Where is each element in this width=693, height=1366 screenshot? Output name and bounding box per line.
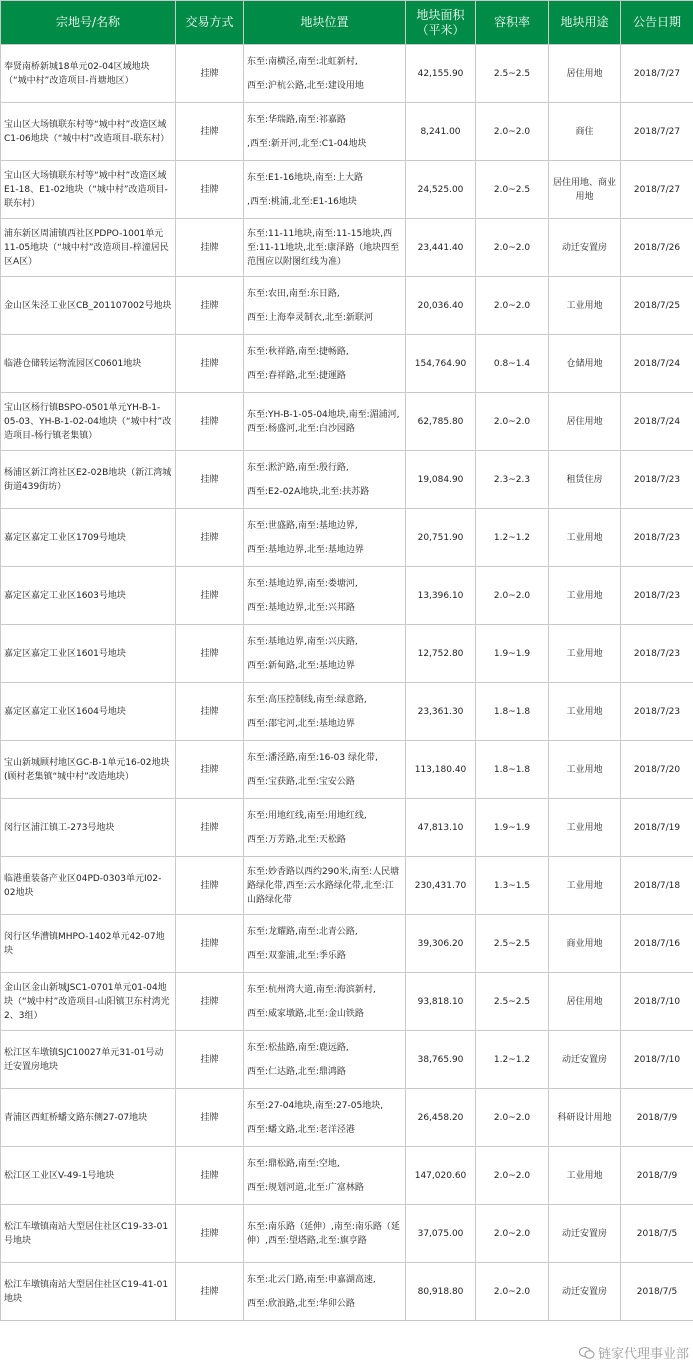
cell-area: 113,180.40 [406, 741, 476, 799]
cell-location [244, 509, 406, 567]
location-line-1: 东至:华瑞路,南至:祁嘉路 [247, 114, 346, 125]
location-line-1: 东至:秋祥路,南至:捷畅路, [247, 346, 349, 357]
table-row [1, 799, 693, 857]
cell-date: 2018/7/24 [621, 335, 693, 393]
table-row [1, 451, 693, 509]
location-line-1: 东至:潘泾路,南至:16-03 绿化带, [247, 752, 378, 763]
cell-name: 松江区车墩镇SJC10027单元31-01号动迁安置房地块 [1, 1031, 176, 1089]
location-line-2: 西至:万芳路,北至:天松路 [247, 834, 346, 845]
cell-use: 仓储用地 [549, 335, 621, 393]
location-line-1: 东至:高压控制线,南至:绿意路, [247, 694, 367, 705]
cell-far: 2.3~2.3 [476, 451, 549, 509]
table-row [1, 103, 693, 161]
cell-area: 19,084.90 [406, 451, 476, 509]
table-row [1, 1089, 693, 1147]
cell-far: 2.5~2.5 [476, 45, 549, 103]
cell-location [244, 335, 406, 393]
location-line-2: 西至:基地边界,北至:基地边界 [247, 544, 364, 555]
cell-far: 1.8~1.8 [476, 683, 549, 741]
cell-mode: 挂牌 [176, 1205, 244, 1263]
cell-mode: 挂牌 [176, 567, 244, 625]
cell-area: 23,361.30 [406, 683, 476, 741]
cell-area: 62,785.80 [406, 393, 476, 451]
location-line-1: 东至:南乐路（延伸）,南至:南乐路（延伸）,西至:望塔路,北至:旗亨路 [247, 1221, 400, 1246]
cell-area: 24,525.00 [406, 161, 476, 219]
cell-location [244, 1205, 406, 1263]
cell-use: 工业用地 [549, 625, 621, 683]
cell-mode: 挂牌 [176, 973, 244, 1031]
cell-use: 工业用地 [549, 277, 621, 335]
cell-mode: 挂牌 [176, 915, 244, 973]
table-row [1, 1147, 693, 1205]
cell-location [244, 161, 406, 219]
cell-date: 2018/7/24 [621, 393, 693, 451]
cell-name: 宝山区大场镇联东村等“城中村”改造区域E1-18、E1-02地块（“城中村”改造项目-联东村） [1, 161, 176, 219]
col-header-date: 公告日期 [621, 1, 693, 45]
location-line-2: 西至:宝获路,北至:宝安公路 [247, 776, 355, 787]
cell-date: 2018/7/10 [621, 1031, 693, 1089]
cell-location [244, 393, 406, 451]
cell-location [244, 1089, 406, 1147]
cell-location [244, 973, 406, 1031]
cell-area: 230,431.70 [406, 857, 476, 915]
col-header-far: 容积率 [476, 1, 549, 45]
cell-name: 嘉定区嘉定工业区1601号地块 [1, 625, 176, 683]
watermark [577, 1343, 691, 1362]
location-line-2: 西至:新甸路,北至:基地边界 [247, 660, 355, 671]
cell-area: 38,765.90 [406, 1031, 476, 1089]
table-row [1, 509, 693, 567]
cell-mode: 挂牌 [176, 393, 244, 451]
location-line-1: 东至:11-11地块,南至:11-15地块,西至:11-11地块,北至:康泽路（地块四至范围应以附图红线为准） [247, 228, 400, 267]
location-line-1: 东至:龙耀路,南至:北青公路, [247, 926, 358, 937]
cell-date: 2018/7/26 [621, 219, 693, 277]
cell-location [244, 799, 406, 857]
cell-date: 2018/7/23 [621, 451, 693, 509]
cell-date: 2018/7/23 [621, 509, 693, 567]
cell-mode: 挂牌 [176, 799, 244, 857]
location-line-2: 西至:邵宅河,北至:基地边界 [247, 718, 355, 729]
location-line-2: 西至:威家墩路,北至:金山铁路 [247, 1008, 364, 1019]
cell-area: 93,818.10 [406, 973, 476, 1031]
cell-use: 工业用地 [549, 683, 621, 741]
location-line-1: 东至:南横泾,南至:北虹新村, [247, 56, 358, 67]
cell-use: 工业用地 [549, 567, 621, 625]
cell-far: 1.2~1.2 [476, 1031, 549, 1089]
cell-date: 2018/7/18 [621, 857, 693, 915]
location-line-1: 东至:E1-16地块,南至:上大路 [247, 172, 364, 183]
cell-area: 8,241.00 [406, 103, 476, 161]
cell-use: 动迁安置房 [549, 219, 621, 277]
location-line-1: 东至:北云门路,南至:申嘉湖高速, [247, 1274, 376, 1285]
location-line-1: 东至:基地边界,南至:兴庆路, [247, 636, 358, 647]
cell-far: 2.0~2.0 [476, 1205, 549, 1263]
col-header-area: 地块面积（平米） [406, 1, 476, 45]
cell-mode: 挂牌 [176, 277, 244, 335]
cell-far: 2.0~2.0 [476, 567, 549, 625]
cell-mode: 挂牌 [176, 1147, 244, 1205]
table-row [1, 567, 693, 625]
cell-mode: 挂牌 [176, 1263, 244, 1321]
cell-date: 2018/7/23 [621, 625, 693, 683]
cell-far: 2.0~2.0 [476, 1147, 549, 1205]
cell-far: 1.8~1.8 [476, 741, 549, 799]
location-line-1: 东至:27-04地块,南至:27-05地块, [247, 1100, 384, 1111]
cell-far: 2.0~2.0 [476, 1089, 549, 1147]
table-row [1, 915, 693, 973]
cell-far: 2.0~2.0 [476, 219, 549, 277]
cell-name: 金山区朱泾工业区CB_201107002号地块 [1, 277, 176, 335]
cell-area: 23,441.40 [406, 219, 476, 277]
location-line-2: 西至:春祥路,北至:捷運路 [247, 370, 346, 381]
cell-mode: 挂牌 [176, 103, 244, 161]
cell-far: 1.2~1.2 [476, 509, 549, 567]
table-row [1, 277, 693, 335]
cell-use: 租赁住房 [549, 451, 621, 509]
watermark-text: 链家代理事业部 [597, 1347, 689, 1362]
cell-name: 嘉定区嘉定工业区1709号地块 [1, 509, 176, 567]
cell-use: 居住用地 [549, 45, 621, 103]
location-line-1: 东至:YH-B-1-05-04地块,南至:湄浦河, [247, 409, 400, 420]
cell-mode: 挂牌 [176, 451, 244, 509]
location-line-2: ,西至:桃浦,北至:E1-16地块 [247, 196, 357, 207]
cell-date: 2018/7/25 [621, 277, 693, 335]
cell-far: 2.0~2.0 [476, 1263, 549, 1321]
cell-name: 松江车墩镇南站大型居住社区C19-33-01号地块 [1, 1205, 176, 1263]
table-body [1, 45, 693, 1321]
cell-name: 嘉定区嘉定工业区1603号地块 [1, 567, 176, 625]
cell-name: 奉贤南桥新城18单元02-04区域地块（“城中村”改造项目-肖塘地区） [1, 45, 176, 103]
cell-location [244, 219, 406, 277]
cell-name: 嘉定区嘉定工业区1604号地块 [1, 683, 176, 741]
cell-mode: 挂牌 [176, 741, 244, 799]
cell-mode: 挂牌 [176, 335, 244, 393]
cell-date: 2018/7/23 [621, 683, 693, 741]
cell-use: 工业用地 [549, 1147, 621, 1205]
col-header-location: 地块位置 [244, 1, 406, 45]
cell-use: 工业用地 [549, 857, 621, 915]
location-line-1: 东至:基地边界,南至:娄塘河, [247, 578, 358, 589]
cell-name: 青浦区西虹桥蟠文路东侧27-07地块 [1, 1089, 176, 1147]
cell-far: 2.0~2.0 [476, 103, 549, 161]
cell-name: 松江车墩镇南站大型居住社区C19-41-01地块 [1, 1263, 176, 1321]
cell-name: 临港重装备产业区04PD-0303单元I02-02地块 [1, 857, 176, 915]
cell-area: 147,020.60 [406, 1147, 476, 1205]
cell-mode: 挂牌 [176, 45, 244, 103]
wechat-icon [579, 1346, 595, 1360]
cell-mode: 挂牌 [176, 1089, 244, 1147]
cell-use: 商业用地 [549, 915, 621, 973]
cell-date: 2018/7/9 [621, 1089, 693, 1147]
cell-use: 工业用地 [549, 509, 621, 567]
cell-name: 闵行区华漕镇MHPO-1402单元42-07地块 [1, 915, 176, 973]
location-line-2: 西至:仁达路,北至:鼎鸿路 [247, 1066, 346, 1077]
col-header-use: 地块用途 [549, 1, 621, 45]
table-row [1, 1205, 693, 1263]
cell-area: 154,764.90 [406, 335, 476, 393]
cell-date: 2018/7/9 [621, 1147, 693, 1205]
cell-location [244, 567, 406, 625]
cell-date: 2018/7/10 [621, 973, 693, 1031]
cell-mode: 挂牌 [176, 161, 244, 219]
location-line-2: 西至:双銮浦,北至:季乐路 [247, 950, 346, 961]
cell-use: 动迁安置房 [549, 1205, 621, 1263]
table-row [1, 219, 693, 277]
cell-use: 工业用地 [549, 799, 621, 857]
cell-far: 2.0~2.0 [476, 393, 549, 451]
cell-far: 1.9~1.9 [476, 799, 549, 857]
cell-mode: 挂牌 [176, 625, 244, 683]
location-line-2: 西至:规划河道,北至:广富林路 [247, 1182, 364, 1193]
location-line-1: 东至:用地红线,南至:用地红线, [247, 810, 367, 821]
cell-date: 2018/7/5 [621, 1205, 693, 1263]
cell-use: 动迁安置房 [549, 1031, 621, 1089]
col-header-mode: 交易方式 [176, 1, 244, 45]
table-row [1, 857, 693, 915]
cell-far: 2.5~2.5 [476, 973, 549, 1031]
location-line-1: 东至:杭州湾大道,南至:海滨新村, [247, 984, 376, 995]
location-line-2: 西至:基地边界,北至:兴邦路 [247, 602, 355, 613]
cell-mode: 挂牌 [176, 857, 244, 915]
cell-use: 居住用地 [549, 973, 621, 1031]
cell-location [244, 741, 406, 799]
location-line-2: 西至:E2-02A地块,北至:扶苏路 [247, 486, 370, 497]
cell-mode: 挂牌 [176, 219, 244, 277]
cell-far: 2.0~2.0 [476, 277, 549, 335]
cell-area: 20,036.40 [406, 277, 476, 335]
location-line-2: 西至:蟠文路,北至:老洋泾港 [247, 1124, 355, 1135]
cell-area: 42,155.90 [406, 45, 476, 103]
cell-use: 动迁安置房 [549, 1263, 621, 1321]
location-line-2: 西至:上海奉灵制衣,北至:新联河 [247, 312, 373, 323]
cell-far: 2.0~2.5 [476, 161, 549, 219]
cell-name: 宝山区杨行镇BSPO-0501单元YH-B-1-05-03、YH-B-1-02-04地块（“城中村”改造项目-杨行镇老集镇） [1, 393, 176, 451]
table-row [1, 625, 693, 683]
cell-location [244, 625, 406, 683]
cell-use: 居住用地、商业用地 [549, 161, 621, 219]
cell-date: 2018/7/20 [621, 741, 693, 799]
cell-mode: 挂牌 [176, 509, 244, 567]
cell-area: 13,396.10 [406, 567, 476, 625]
cell-location [244, 1263, 406, 1321]
location-line-1: 东至:淞沪路,南至:殷行路, [247, 462, 349, 473]
table-row [1, 45, 693, 103]
table-row [1, 1031, 693, 1089]
table-row [1, 741, 693, 799]
cell-location [244, 277, 406, 335]
cell-location [244, 45, 406, 103]
cell-date: 2018/7/23 [621, 567, 693, 625]
table-header-row [1, 1, 693, 45]
location-line-1: 东至:鼎松路,南至:空地, [247, 1158, 340, 1169]
cell-location [244, 451, 406, 509]
cell-location [244, 103, 406, 161]
table-row [1, 1263, 693, 1321]
col-header-name: 宗地号/名称 [1, 1, 176, 45]
cell-name: 杨浦区新江湾社区E2-02B地块（新江湾城街道439街坊） [1, 451, 176, 509]
table-row [1, 683, 693, 741]
cell-date: 2018/7/16 [621, 915, 693, 973]
cell-area: 80,918.80 [406, 1263, 476, 1321]
cell-far: 0.8~1.4 [476, 335, 549, 393]
cell-area: 12,752.80 [406, 625, 476, 683]
cell-name: 闵行区浦江镇工-273号地块 [1, 799, 176, 857]
cell-location [244, 1147, 406, 1205]
table-row [1, 335, 693, 393]
cell-location [244, 683, 406, 741]
cell-far: 2.5~2.5 [476, 915, 549, 973]
cell-name: 金山区金山新城JSC1-0701单元01-04地块（“城中村”改造项目-山阳镇卫东村湾光2、3组） [1, 973, 176, 1031]
table-row [1, 161, 693, 219]
cell-use: 科研设计用地 [549, 1089, 621, 1147]
location-line-1: 东至:妙香路以西约290米,南至:人民塘路绿化带,西至:云水路绿化带,北至:江山路绿化带 [247, 866, 400, 905]
cell-area: 26,458.20 [406, 1089, 476, 1147]
location-line-1: 东至:松盐路,南至:鹿远路, [247, 1042, 349, 1053]
cell-date: 2018/7/19 [621, 799, 693, 857]
location-line-2: 西至:欣浪路,北至:华卯公路 [247, 1298, 355, 1309]
location-line-2: 西至:沪杭公路,北至:建设用地 [247, 80, 364, 91]
location-line-1: 东至:世盛路,南至:基地边界, [247, 520, 358, 531]
cell-date: 2018/7/5 [621, 1263, 693, 1321]
table-row [1, 393, 693, 451]
cell-use: 商住 [549, 103, 621, 161]
cell-name: 宝山区大场镇联东村等“城中村”改造区域C1-06地块（“城中村”改造项目-联东村） [1, 103, 176, 161]
cell-name: 临港仓储转运物流园区C0601地块 [1, 335, 176, 393]
cell-name: 浦东新区周浦镇西社区PDPO-1001单元11-05地块（“城中村”改造项目-梓潼居民区A区） [1, 219, 176, 277]
cell-date: 2018/7/27 [621, 161, 693, 219]
table-row [1, 973, 693, 1031]
cell-location [244, 1031, 406, 1089]
location-line-2: ,西至:新开河,北至:C1-04地块 [247, 138, 367, 149]
location-line-2: 西至:杨盛河,北至:白沙园路 [247, 423, 355, 434]
cell-far: 1.3~1.5 [476, 857, 549, 915]
cell-date: 2018/7/27 [621, 103, 693, 161]
cell-date: 2018/7/27 [621, 45, 693, 103]
cell-area: 39,306.20 [406, 915, 476, 973]
cell-area: 47,813.10 [406, 799, 476, 857]
cell-far: 1.9~1.9 [476, 625, 549, 683]
location-line-1: 东至:农田,南至:东日路, [247, 288, 340, 299]
cell-area: 37,075.00 [406, 1205, 476, 1263]
cell-use: 工业用地 [549, 741, 621, 799]
cell-use: 居住用地 [549, 393, 621, 451]
cell-name: 宝山新城顾村地区GC-B-1单元16-02地块(顾村老集镇“城中村”改造地块） [1, 741, 176, 799]
cell-area: 20,751.90 [406, 509, 476, 567]
cell-name: 松江区工业区V-49-1号地块 [1, 1147, 176, 1205]
cell-location [244, 857, 406, 915]
cell-mode: 挂牌 [176, 1031, 244, 1089]
cell-mode: 挂牌 [176, 683, 244, 741]
cell-location [244, 915, 406, 973]
